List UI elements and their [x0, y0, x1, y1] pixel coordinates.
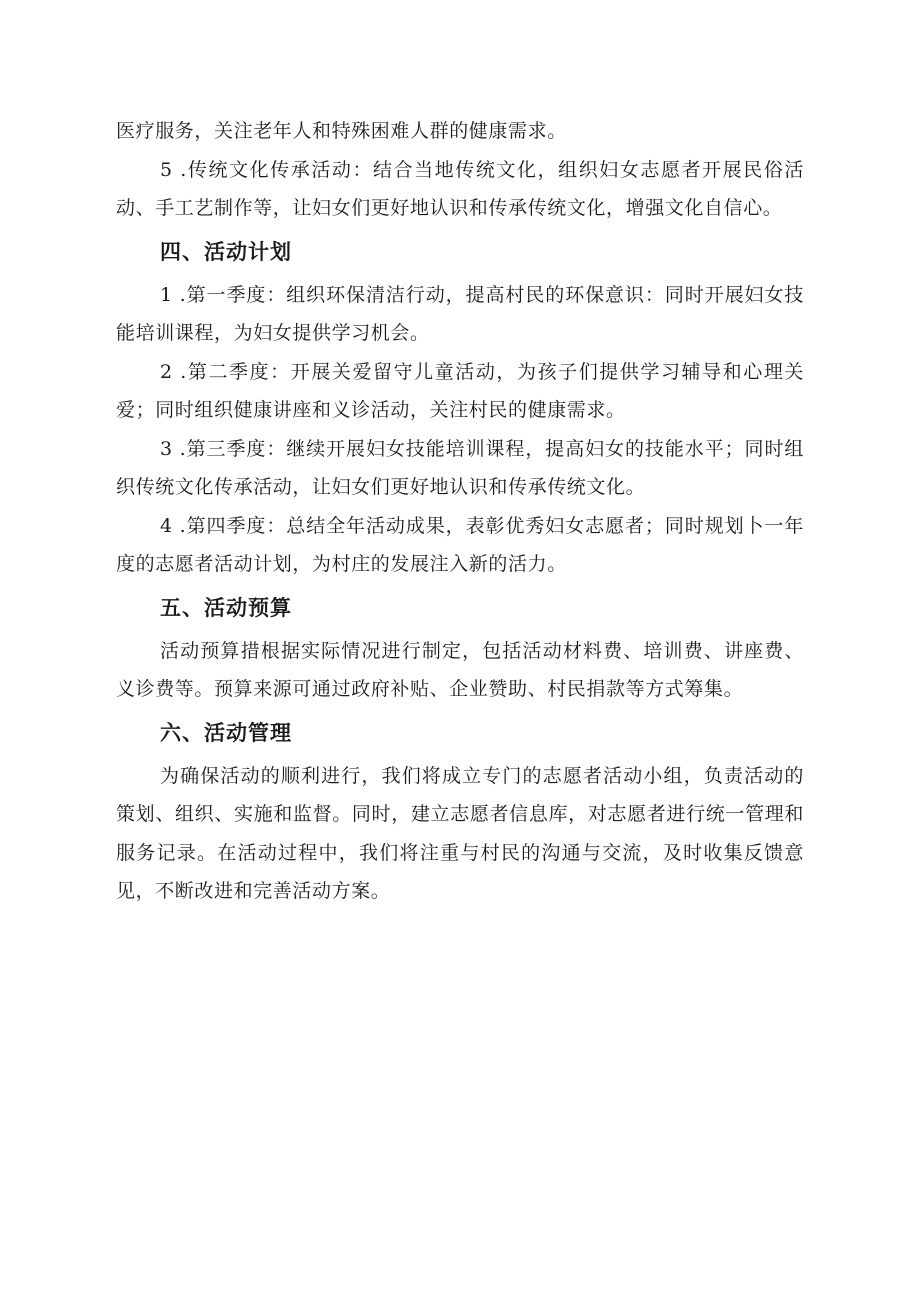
management-paragraph: 为确保活动的顺利进行，我们将成立专门的志愿者活动小组，负责活动的策划、组织、实施和监督。同时，建立志愿者信息库，对志愿者进行统一管理和服务记录。在活动过程中，我们将注重与村民的沟通与交流，及时收集反馈意见，不断改进和完善活动方案。	[116, 764, 804, 902]
intro-tail-paragraph: 医疗服务，关注老年人和特殊困难人群的健康需求。	[116, 120, 567, 142]
plan-item-4: 4 .第四季度：总结全年活动成果，表彰优秀妇女志愿者；同时规划卜一年度的志愿者活动计划，为村庄的发展注入新的活力。	[116, 514, 804, 575]
plan-item-2: 2 .第二季度：开展关爱留守儿童活动，为孩子们提供学习辅导和心理关爱；同时组织健康讲座和义诊活动，关注村民的健康需求。	[116, 360, 804, 421]
item-5-paragraph: 5 .传统文化传承活动：结合当地传统文化，组织妇女志愿者开展民俗活动、手工艺制作等，让妇女们更好地认识和传承传统文化，增强文化自信心。	[116, 158, 804, 219]
section-5-heading: 五、活动预算	[160, 595, 292, 620]
plan-item-1: 1 .第一季度：组织环保清洁行动，提高村民的环保意识：同时开展妇女技能培训课程，为妇女提供学习机会。	[116, 283, 804, 344]
section-4-heading: 四、活动计划	[160, 239, 292, 264]
section-6-heading: 六、活动管理	[160, 720, 292, 745]
plan-item-3: 3 .第三季度：继续开展妇女技能培训课程，提高妇女的技能水平；同时组织传统文化传承活动，让妇女们更好地认识和传承传统文化。	[116, 437, 804, 498]
budget-paragraph: 活动预算措根据实际情况进行制定，包括活动材料费、培训费、讲座费、义诊费等。预算来源可通过政府补贴、企业赞助、村民捐款等方式筹集。	[116, 639, 804, 700]
